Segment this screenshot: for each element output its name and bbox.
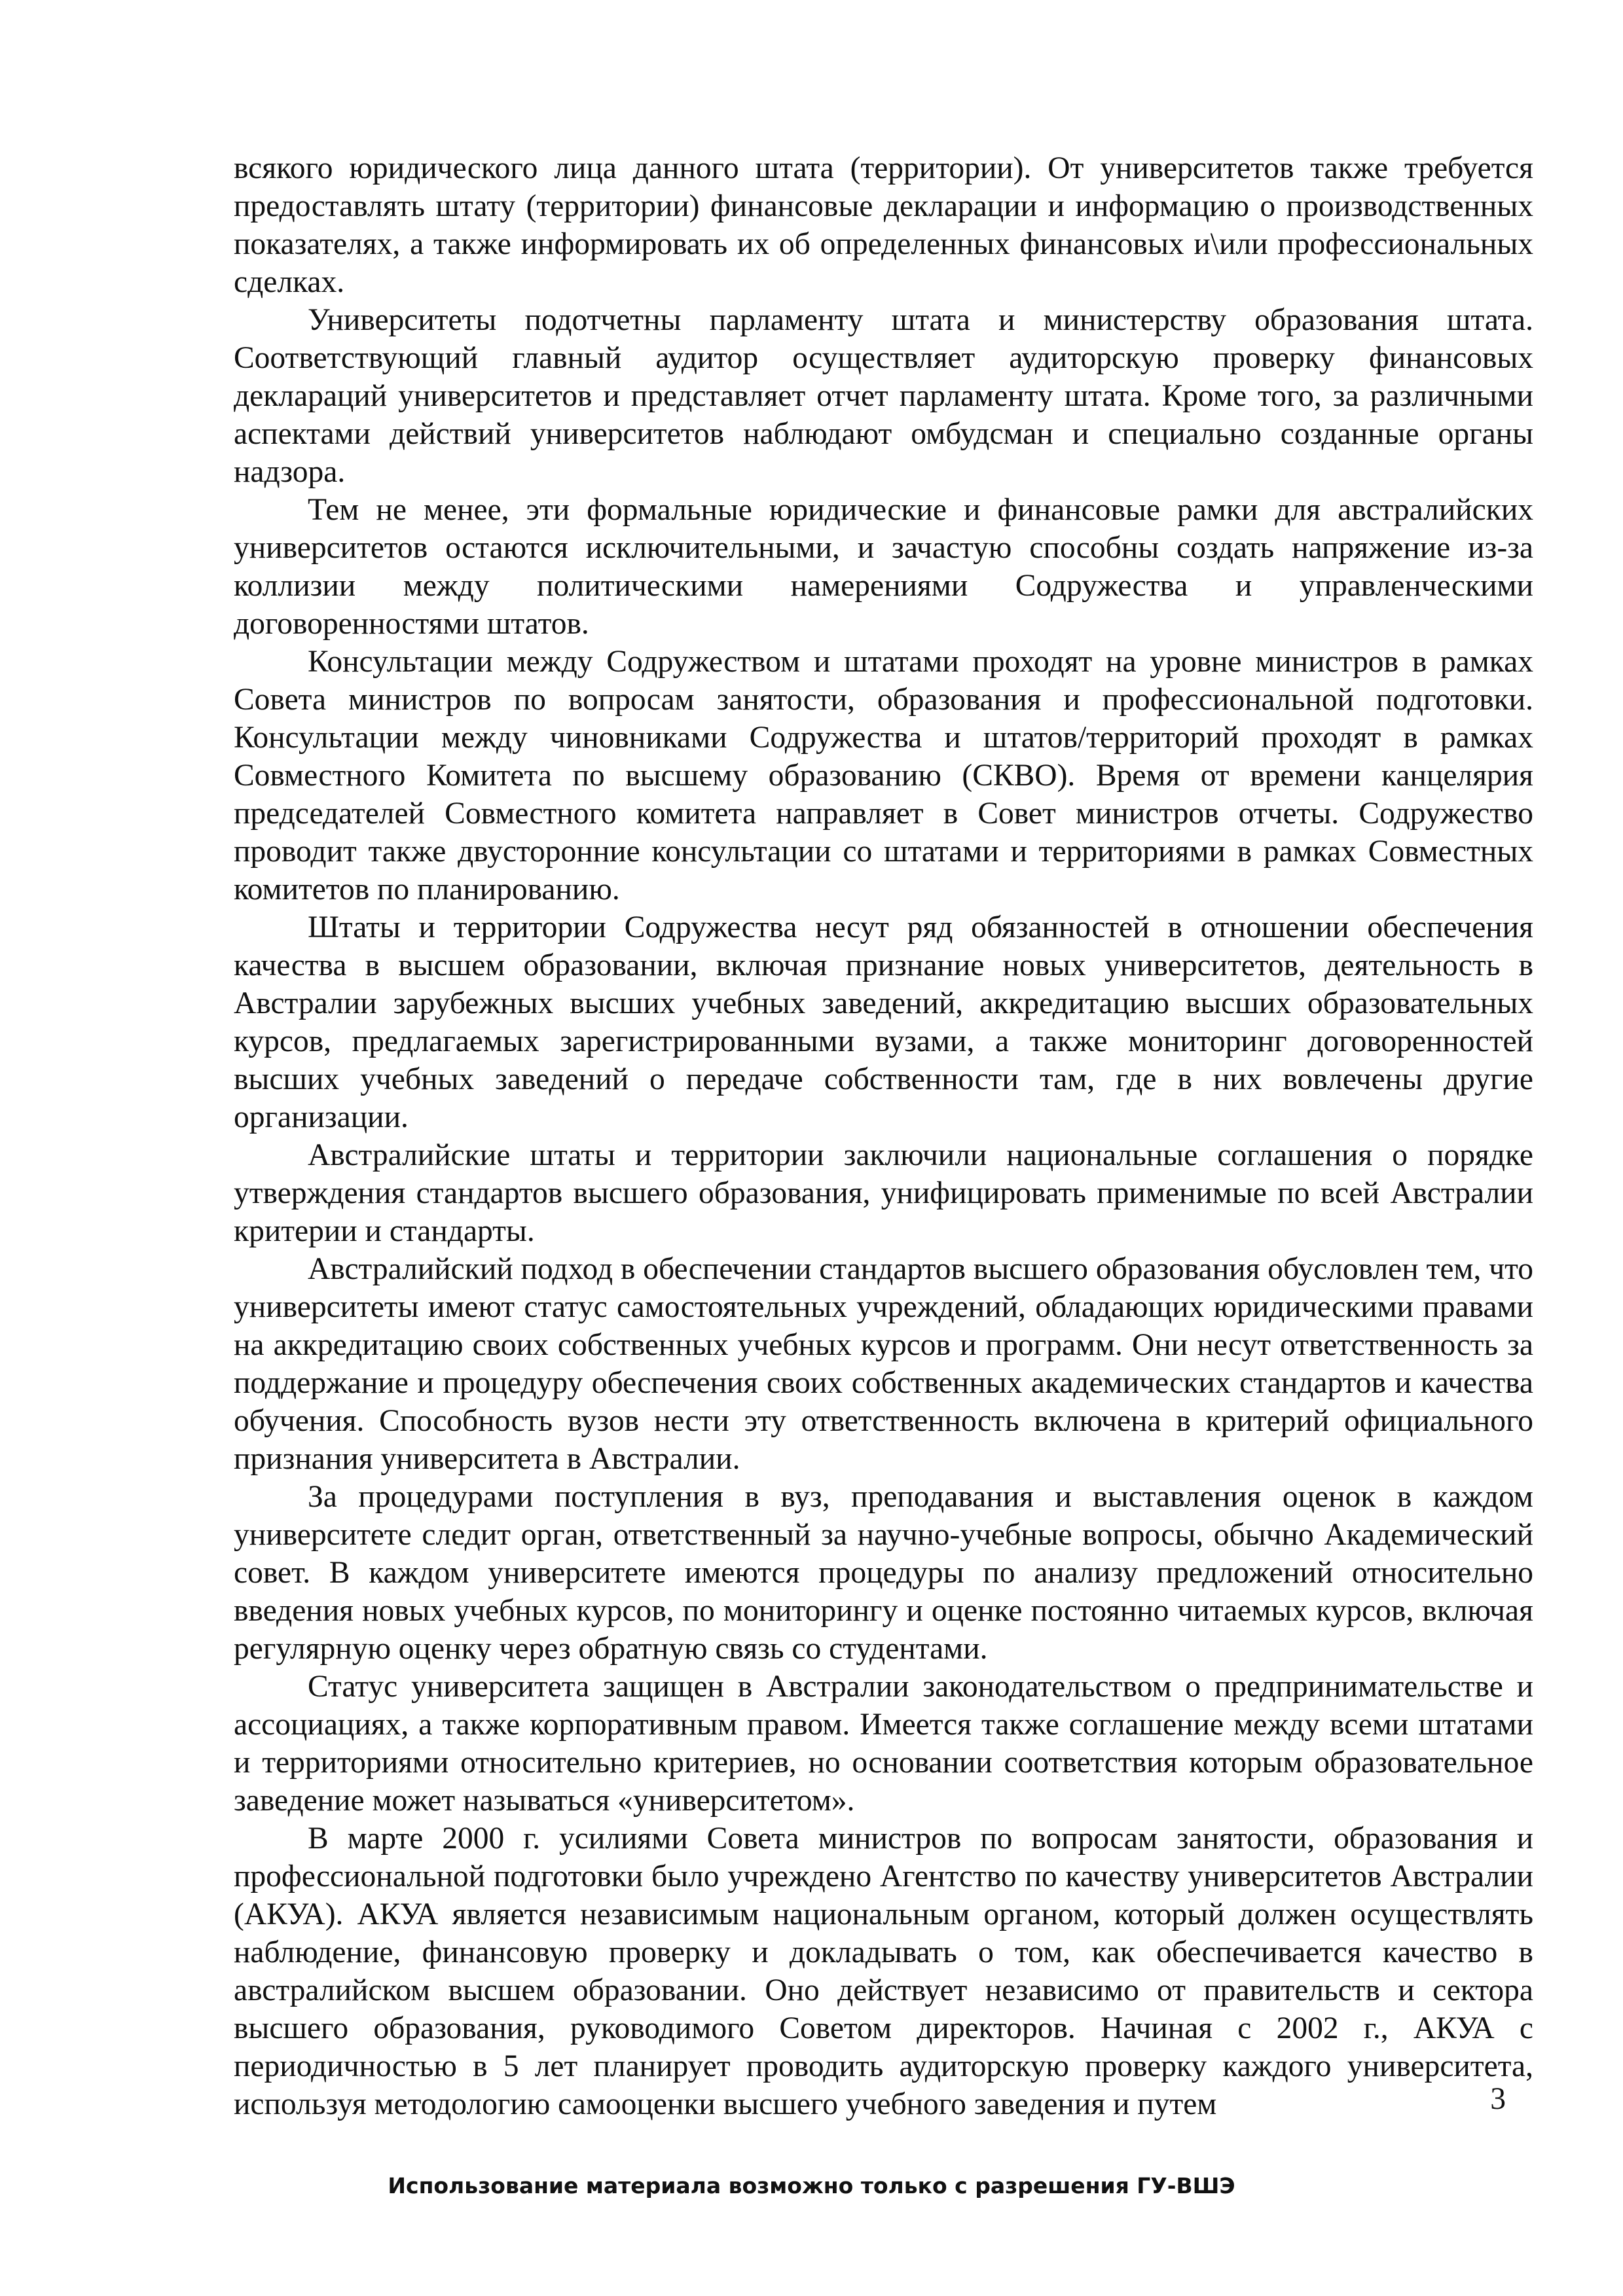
paragraph: Университеты подотчетны парламенту штата и министерству образования штата. Соответствующий главный аудитор осуществляет аудиторскую проверку финансовых деклараций университетов и представляет отчет парламенту штата. Кроме того, за различными аспектами действий университетов наблюдают омбудсман и специально созданные органы надзора. xyxy=(234,303,1533,489)
paragraph: Тем не менее, эти формальные юридические и финансовые рамки для австралийских университетов остаются исключительными, и зачастую способны создать напряжение из-за коллизии между политическими намерениями Содружества и управленческими договоренностями штатов. xyxy=(234,493,1533,641)
paragraph: Австралийские штаты и территории заключили национальные соглашения о порядке утверждения стандартов высшего образования, унифицировать применимые по всей Австралии критерии и стандарты. xyxy=(234,1138,1533,1248)
paragraph: Консультации между Содружеством и штатами проходят на уровне министров в рамках Совета министров по вопросам занятости, образования и профессиональной подготовки. Консультации между чиновниками Содружества и штатов/территорий проходят в рамках Совместного Комитета по высшему образованию (СКВО). Время от времени канцелярия председателей Совместного комитета направляет в Совет министров отчеты. Содружество проводит также двусторонние консультации со штатами и территориями в рамках Совместных комитетов по планированию. xyxy=(234,645,1533,906)
paragraph-continuation: всякого юридического лица данного штата (территории). От университетов также требуется предоставлять штату (территории) финансовые декларации и информацию о производственных показателях, а также информировать их об определенных финансовых и\или профессиональных сделках. xyxy=(234,151,1533,299)
paragraph: За процедурами поступления в вуз, преподавания и выставления оценок в каждом университете следит орган, ответственный за научно-учебные вопросы, обычно Академический совет. В каждом университете имеются процедуры по анализу предложений относительно введения новых учебных курсов, по мониторингу и оценке постоянно читаемых курсов, включая регулярную оценку через обратную связь со студентами. xyxy=(234,1480,1533,1666)
paragraph: В марте 2000 г. усилиями Совета министров по вопросам занятости, образования и профессиональной подготовки было учреждено Агентство по качеству университетов Австралии (АКУА). АКУА является независимым национальным органом, который должен осуществлять наблюдение, финансовую проверку и докладывать о том, как обеспечивается качество в австралийском высшем образовании. Оно действует независимо от правительств и сектора высшего образования, руководимого Советом директоров. Начиная с 2002 г., АКУА с периодичностью в 5 лет планирует проводить аудиторскую проверку каждого университета, используя методологию самооценки высшего учебного заведения и путем xyxy=(234,1821,1533,2121)
body-text xyxy=(234,149,1533,2123)
footer-note: Использование материала возможно только с разрешения ГУ-ВШЭ xyxy=(388,2173,1235,2198)
page-number: 3 xyxy=(1490,2082,1506,2116)
paragraph: Австралийский подход в обеспечении стандартов высшего образования обусловлен тем, что университеты имеют статус самостоятельных учреждений, обладающих юридическими правами на аккредитацию своих собственных учебных курсов и программ. Они несут ответственность за поддержание и процедуру обеспечения своих собственных академических стандартов и качества обучения. Способность вузов нести эту ответственность включена в критерий официального признания университета в Австралии. xyxy=(234,1252,1533,1476)
paragraph: Статус университета защищен в Австралии законодательством о предпринимательстве и ассоциациях, а также корпоративным правом. Имеется также соглашение между всеми штатами и территориями относительно критериев, но основании соответствия которым образовательное заведение может называться «университетом». xyxy=(234,1670,1533,1818)
paragraph: Штаты и территории Содружества несут ряд обязанностей в отношении обеспечения качества в высшем образовании, включая признание новых университетов, деятельность в Австралии зарубежных высших учебных заведений, аккредитацию высших образовательных курсов, предлагаемых зарегистрированными вузами, а также мониторинг договоренностей высших учебных заведений о передаче собственности там, где в них вовлечены другие организации. xyxy=(234,910,1533,1134)
